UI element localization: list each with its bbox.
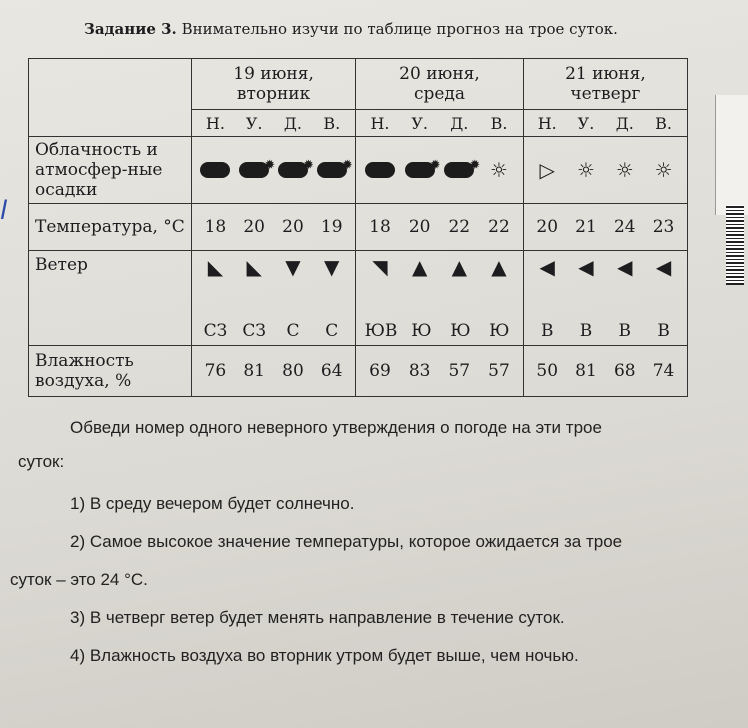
wind-cells-2: ◥ ▲ ▲ ▲ ЮВ Ю Ю Ю <box>356 251 524 346</box>
cloud-cells-3 <box>523 137 687 204</box>
temperature-row-label: Температура, °С <box>29 204 192 251</box>
cloudy-icon <box>239 162 269 178</box>
wind-arrow-icon: ▲ <box>411 255 428 279</box>
wind-arrow-icon: ◥ <box>372 255 388 279</box>
barcode-icon <box>726 205 744 285</box>
sun-icon: ☼ <box>490 158 508 182</box>
statement-2[interactable]: 2) Самое высокое значение температуры, которое ожидается за трое <box>70 532 623 551</box>
wind-arrow-icon: ◣ <box>246 255 262 279</box>
task-text: Внимательно изучи по таблице прогноз на трое суток. <box>176 20 618 38</box>
header-empty-cell <box>29 59 192 137</box>
cloudy-icon <box>444 162 474 178</box>
cloudy-icon <box>405 162 435 178</box>
humidity-cells-1: 76 81 80 64 <box>192 346 356 397</box>
statement-2-continued: суток – это 24 °С. <box>10 570 148 589</box>
wind-arrow-icon: ▲ <box>451 255 467 279</box>
partly-sunny-icon: ▷ <box>539 158 555 182</box>
statement-4[interactable]: 4) Влажность воздуха во вторник утром будет выше, чем ночью. <box>70 646 579 665</box>
wind-arrow-icon: ◀ <box>578 255 594 279</box>
instruction-line-2: суток: <box>18 452 65 471</box>
wind-arrow-icon: ▲ <box>491 255 507 279</box>
wind-arrow-icon: ▼ <box>324 255 340 279</box>
temperature-cells-1: 18 20 20 19 <box>192 204 356 251</box>
overcast-icon <box>365 162 395 178</box>
task-title <box>84 20 618 38</box>
overcast-icon <box>200 162 230 178</box>
statement-1[interactable]: 1) В среду вечером будет солнечно. <box>70 494 355 513</box>
humidity-cells-3: 50 81 68 74 <box>523 346 687 397</box>
temperature-cells-2: 18 20 22 22 <box>356 204 524 251</box>
cloudy-icon <box>317 162 347 178</box>
wind-arrow-icon: ◀ <box>617 255 633 279</box>
wind-arrow-icon: ◀ <box>655 255 672 279</box>
handwritten-mark: l <box>0 196 8 226</box>
wind-cells-3: ◀ ◀ ◀ ◀ В В В В <box>523 251 687 346</box>
cloudy-icon <box>278 162 308 178</box>
day-header-1: 19 июня, вторник <box>192 59 356 110</box>
cloud-row-label: Облачность и атмосфер-ные осадки <box>29 137 192 204</box>
wind-row-label: Ветер <box>29 251 192 346</box>
day-parts-3: Н. У. Д. В. <box>523 110 687 137</box>
humidity-row-label: Влажность воздуха, % <box>29 346 192 397</box>
forecast-table <box>28 58 688 397</box>
cloud-cells-2 <box>356 137 524 204</box>
day-header-2: 20 июня, среда <box>356 59 524 110</box>
statement-3[interactable]: 3) В четверг ветер будет менять направление в течение суток. <box>70 608 565 627</box>
task-number: Задание 3. <box>84 20 177 38</box>
humidity-cells-2: 69 83 57 57 <box>356 346 524 397</box>
sun-icon: ☼ <box>577 158 595 182</box>
wind-cells-1: ◣ ◣ ▼ ▼ СЗ СЗ С С <box>192 251 356 346</box>
wind-arrow-icon: ◣ <box>207 255 224 279</box>
day-header-3: 21 июня, четверг <box>523 59 687 110</box>
instruction-line-1: Обведи номер одного неверного утверждения о погоде на эти трое <box>70 418 602 437</box>
background-book-edge <box>715 95 748 215</box>
cloud-cells-1 <box>192 137 356 204</box>
sun-icon: ☼ <box>654 158 673 182</box>
wind-arrow-icon: ▼ <box>285 255 301 279</box>
day-parts-1: Н. У. Д. В. <box>192 110 356 137</box>
temperature-cells-3: 20 21 24 23 <box>523 204 687 251</box>
sun-icon: ☼ <box>615 158 634 182</box>
wind-arrow-icon: ◀ <box>539 255 555 279</box>
day-parts-2: Н. У. Д. В. <box>356 110 524 137</box>
